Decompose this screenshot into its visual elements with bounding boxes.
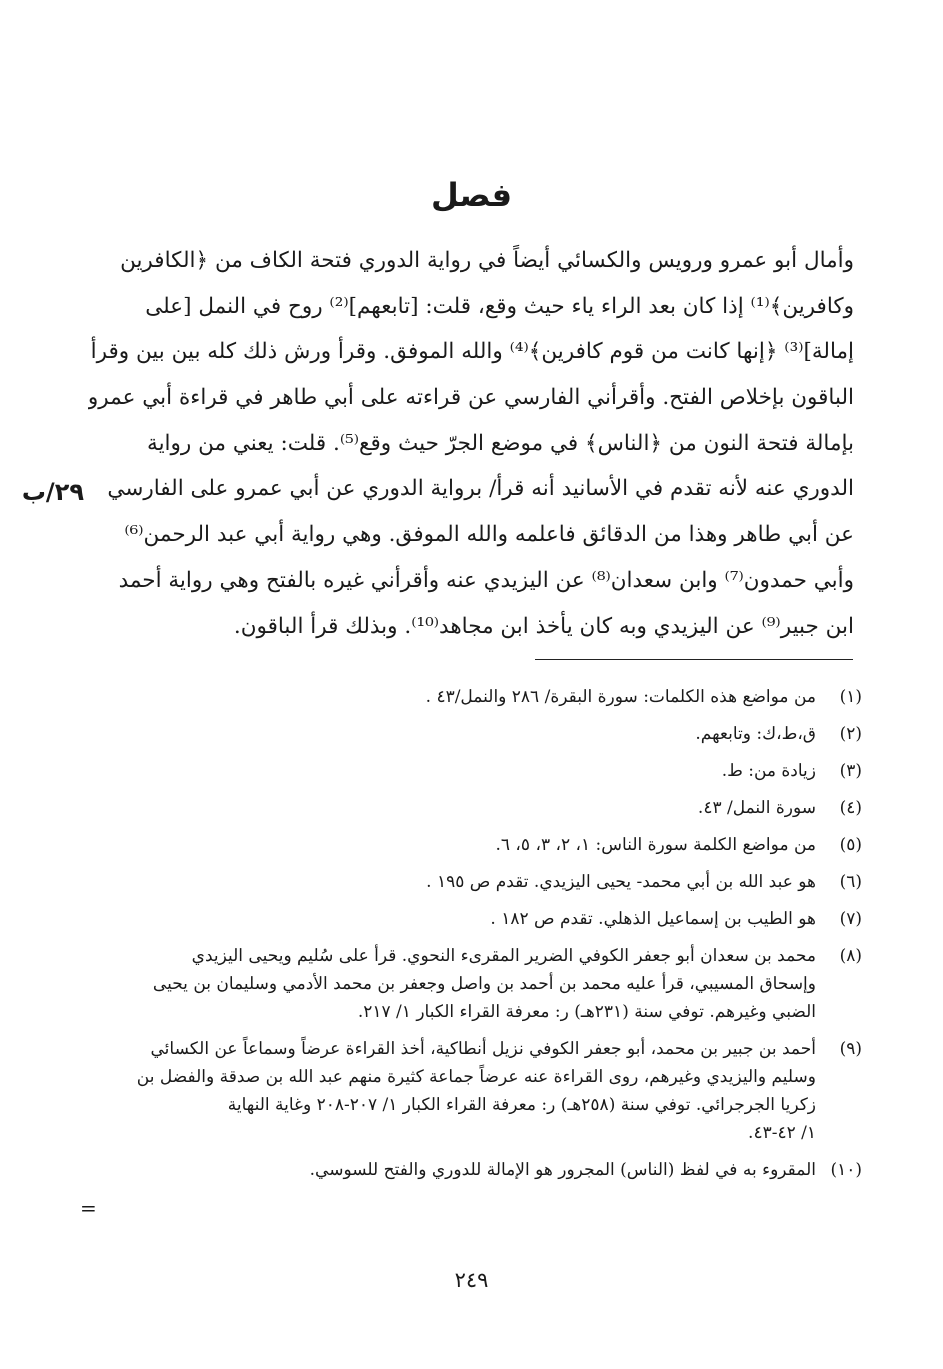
footnote-line: زيادة من: ط. [721,761,816,781]
footnote-line: زكريا الجرجرائي. توفي سنة (٢٥٨هـ) ر: معرفة القراء الكبار ١/ ٢٠٧-٢٠٨ وغاية النهاية [227,1095,816,1115]
footnote-line: هو عبد الله بن أبي محمد- يحيى اليزيدي. تقدم ص ١٩٥ . [426,872,816,892]
footnote [90,905,862,933]
footnote-text [90,905,816,933]
footnote-number: (٨) [839,946,862,966]
text-line: بإمالة فتحة النون من ﴿الناس﴾ في موضع الجرّ حيث وقع⁽⁵⁾. قلت: يعني من رواية [147,430,854,456]
footnote-line: المقروء به في لفظ (الناس) المجرور هو الإمالة للدوري والفتح للسوسي. [309,1160,816,1180]
footnote-number: (٧) [839,909,862,929]
footnote-number: (٦) [839,872,862,892]
footnote [90,1156,862,1184]
footnote-number: (٩) [839,1039,862,1059]
footnote-line: من مواضع الكلمة سورة الناس: ١، ٢، ٣، ٥، ٦. [495,835,816,855]
text-line: وأمال أبو عمرو ورويس والكسائي أيضاً في رواية الدوري فتحة الكاف من ﴿الكافرين [120,248,854,273]
text-line: الباقون بإخلاص الفتح. وأقرأني الفارسي عن قراءته على أبي طاهر في قراءة أبي عمرو [88,385,854,411]
footnote-line: أحمد بن جبير بن محمد، أبو جعفر الكوفي نزيل أنطاكية، أخذ القراءة عرضاً وسماعاً عن الكسائي [150,1039,816,1059]
footnote-separator [535,659,853,660]
page-number: ٢٤٩ [454,1268,489,1292]
text-line: ابن جبير⁽⁹⁾ عن اليزيدي وبه كان يأخذ ابن مجاهد⁽¹⁰⁾. وبذلك قرأ الباقون. [233,613,854,639]
footnote-line: سورة النمل/ ٤٣. [697,798,816,818]
footnote-text [90,1156,816,1184]
footnote-text [90,831,816,859]
footnote-text [90,720,816,748]
footnote-line: هو الطيب بن إسماعيل الذهلي. تقدم ص ١٨٢ . [490,909,816,929]
footnote-number: (٥) [839,835,862,855]
footnote [90,868,862,896]
footnote-text [90,1035,816,1147]
footnote-text [90,794,816,822]
footnote-line: الضبي وغيرهم. توفي سنة (٢٣١هـ) ر: معرفة القراء الكبار ١/ ٢١٧. [357,1002,816,1022]
footnote-number: (٢) [839,724,862,744]
footnote-text [90,942,816,1026]
text-line: وأبي حمدون⁽⁷⁾ وابن سعدان⁽⁸⁾ عن اليزيدي عنه وأقرأني غيره بالفتح وهي رواية أحمد [118,567,854,593]
footnote-line: محمد بن سعدان أبو جعفر الكوفي الضرير المقرىء النحوي. قرأ على سُليم ويحيى اليزيدي [191,946,816,966]
text-line: وكافرين﴾⁽¹⁾ إذا كان بعد الراء ياء حيث وقع، قلت: [تابعهم]⁽²⁾ روح في النمل [على [145,293,854,319]
footnote-number: (١٠) [830,1160,862,1180]
footnote-number: (٣) [839,761,862,781]
footnote [90,794,862,822]
text-line: الدوري عنه لأنه تقدم في الأسانيد أنه قرأ/ برواية الدوري عن أبي عمرو على الفارسي [107,476,854,502]
footnote-number: (١) [839,687,862,707]
footnotes [90,683,862,1193]
text-line: عن أبي طاهر وهذا من الدقائق فاعلمه والله الموفق. وهي رواية أبي عبد الرحمن⁽⁶⁾ [124,522,854,548]
footnote [90,720,862,748]
footnote-text [90,868,816,896]
main-text [88,238,854,649]
footnote-line: ق،ط،ك: وتابعهم. [695,724,816,744]
footnote-line: وسليم واليزيدي وغيرهم، روى القراءة عنه عرضاً جماعة كثيرة منهم عبد الله بن صدقة والفضل بن [136,1067,816,1087]
footnote-text [90,757,816,785]
text-line: إمالة]⁽³⁾ ﴿إنها كانت من قوم كافرين﴾⁽⁴⁾ والله الموفق. وقرأ ورش ذلك كله بين بين وقرأ [90,339,854,365]
footnote-text [90,683,816,711]
footnote-line: ١/ ٤٢-٤٣. [748,1123,816,1143]
footnote [90,757,862,785]
section-heading: فصل [430,176,513,214]
footnote-line: وإسحاق المسيبي، قرأ عليه محمد بن أحمد بن واصل وجعفر بن محمد الأدمي وسليمان بن يحيى [152,974,816,994]
footnote [90,831,862,859]
footnote [90,683,862,711]
footnote [90,1035,862,1147]
footnote-number: (٤) [839,798,862,818]
footnote [90,942,862,1026]
continuation-mark: = [80,1196,97,1220]
manuscript-folio-note: ٢٩/ب [21,478,84,506]
footnote-line: من مواضع هذه الكلمات: سورة البقرة/ ٢٨٦ والنمل/٤٣ . [425,687,816,707]
